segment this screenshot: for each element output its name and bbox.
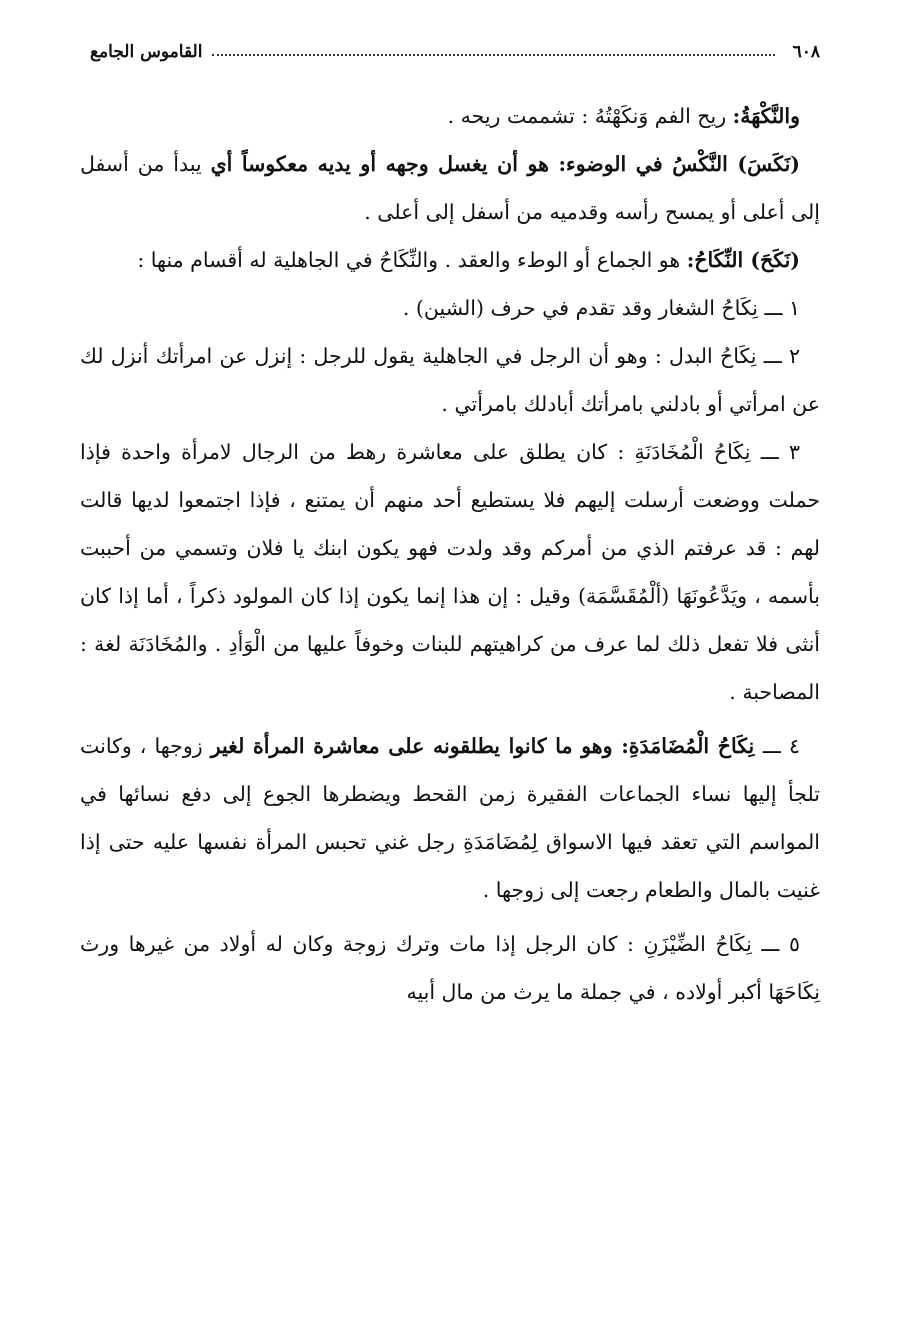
- item-text: نِكَاحُ الشغار وقد تقدم في حرف (الشين) .: [402, 296, 765, 320]
- list-item: [80, 920, 820, 1016]
- item-text: نِكَاحُ الضِّيْزَنِ : كان الرجل إذا مات وترك زوجة وكان له أولاد من غيرها ورث نِكَاحَهَا أكبر أولاده ، في جملة ما يرث من مال أبيه: [80, 932, 820, 1004]
- list-item: [80, 332, 820, 428]
- list-item: [80, 428, 820, 716]
- entry-headword: (نَكَحَ) النِّكَاحُ:: [686, 248, 800, 272]
- item-text-bold: وهو ما كانوا يطلقونه على معاشرة المرأة لغير: [210, 734, 622, 758]
- entry-definition-bold: هو أن يغسل وجهه أو يديه معكوساً أي: [210, 152, 559, 176]
- header-leader-dots: [212, 54, 774, 56]
- entry-nakas: [80, 140, 820, 236]
- entry-nakah: [80, 236, 820, 284]
- item-number: ٤ ـــ: [762, 734, 800, 758]
- item-number: ٥ ـــ: [761, 932, 800, 956]
- item-number: ٣ ـــ: [760, 440, 800, 464]
- item-text: نِكَاحُ الْمُخَادَنَةِ : كان يطلق على معاشرة رهط من الرجال لامرأة واحدة فإذا حملت ووضعت أرسلت إليهم فلا يستطيع أحد منهم أن يمتنع ، فإذا اجتمعوا لديها قالت لهم : قد عرفتم الذي من أمركم وقد ولدت فهو يكون ابنك يا فلان وتسمي من أحببت بأسمه ، ويَدَّعُونَهَا (ألْمُقَسَّمَة) وقيل : إن هذا إنما يكون إذا كان المولود ذكراً ، أما إذا كان أنثى فلا تفعل ذلك لما عرف من كراهيتهم للبنات وخوفاً عليها من الْوَأدِ . والمُخَادَنَة لغة : المصاحبة .: [80, 440, 820, 704]
- entry-headword: والنَّكْهَةُ:: [732, 104, 800, 128]
- list-item: [80, 722, 820, 914]
- item-headword: نِكَاحُ الْمُضَامَدَةِ:: [621, 734, 763, 758]
- entry-nakha: [80, 92, 820, 140]
- entry-headword: (نَكَسَ) النَّكْسُ في الوضوء:: [558, 152, 800, 176]
- item-number: ١ ـــ: [764, 296, 800, 320]
- entry-definition: يبدأ من أسفل إلى أعلى أو يمسح رأسه وقدميه من أسفل إلى أعلى .: [80, 152, 820, 224]
- page-body: [80, 92, 820, 1016]
- item-text: زوجها ، وكانت تلجأ إليها نساء الجماعات الفقيرة زمن القحط ويضطرها الجوع إلى دفع نسائها في المواسم التي تعقد فيها الاسواق لِمُضَامَدَةِ رجل غني تحبس المرأة نفسها عليه حتى إذا غنيت بالمال والطعام رجعت إلى زوجها .: [80, 734, 820, 902]
- item-number: ٢ ـــ: [763, 344, 800, 368]
- entry-definition: ريح الفم وَنكَهْتُهُ : تشممت ريحه .: [447, 104, 733, 128]
- entry-definition: هو الجماع أو الوطء والعقد . والنِّكَاحُ في الجاهلية له أقسام منها :: [137, 248, 687, 272]
- running-title: القاموس الجامع: [90, 42, 203, 62]
- page-number: ٦٠٨: [792, 42, 820, 62]
- item-text: نِكَاحُ البدل : وهو أن الرجل في الجاهلية يقول للرجل : إنزل عن امرأتك أنزل لك عن امرأتي أو بادلني بامرأتك أبادلك بامرأتي .: [80, 344, 820, 416]
- page-header: [90, 34, 820, 70]
- list-item: [80, 284, 820, 332]
